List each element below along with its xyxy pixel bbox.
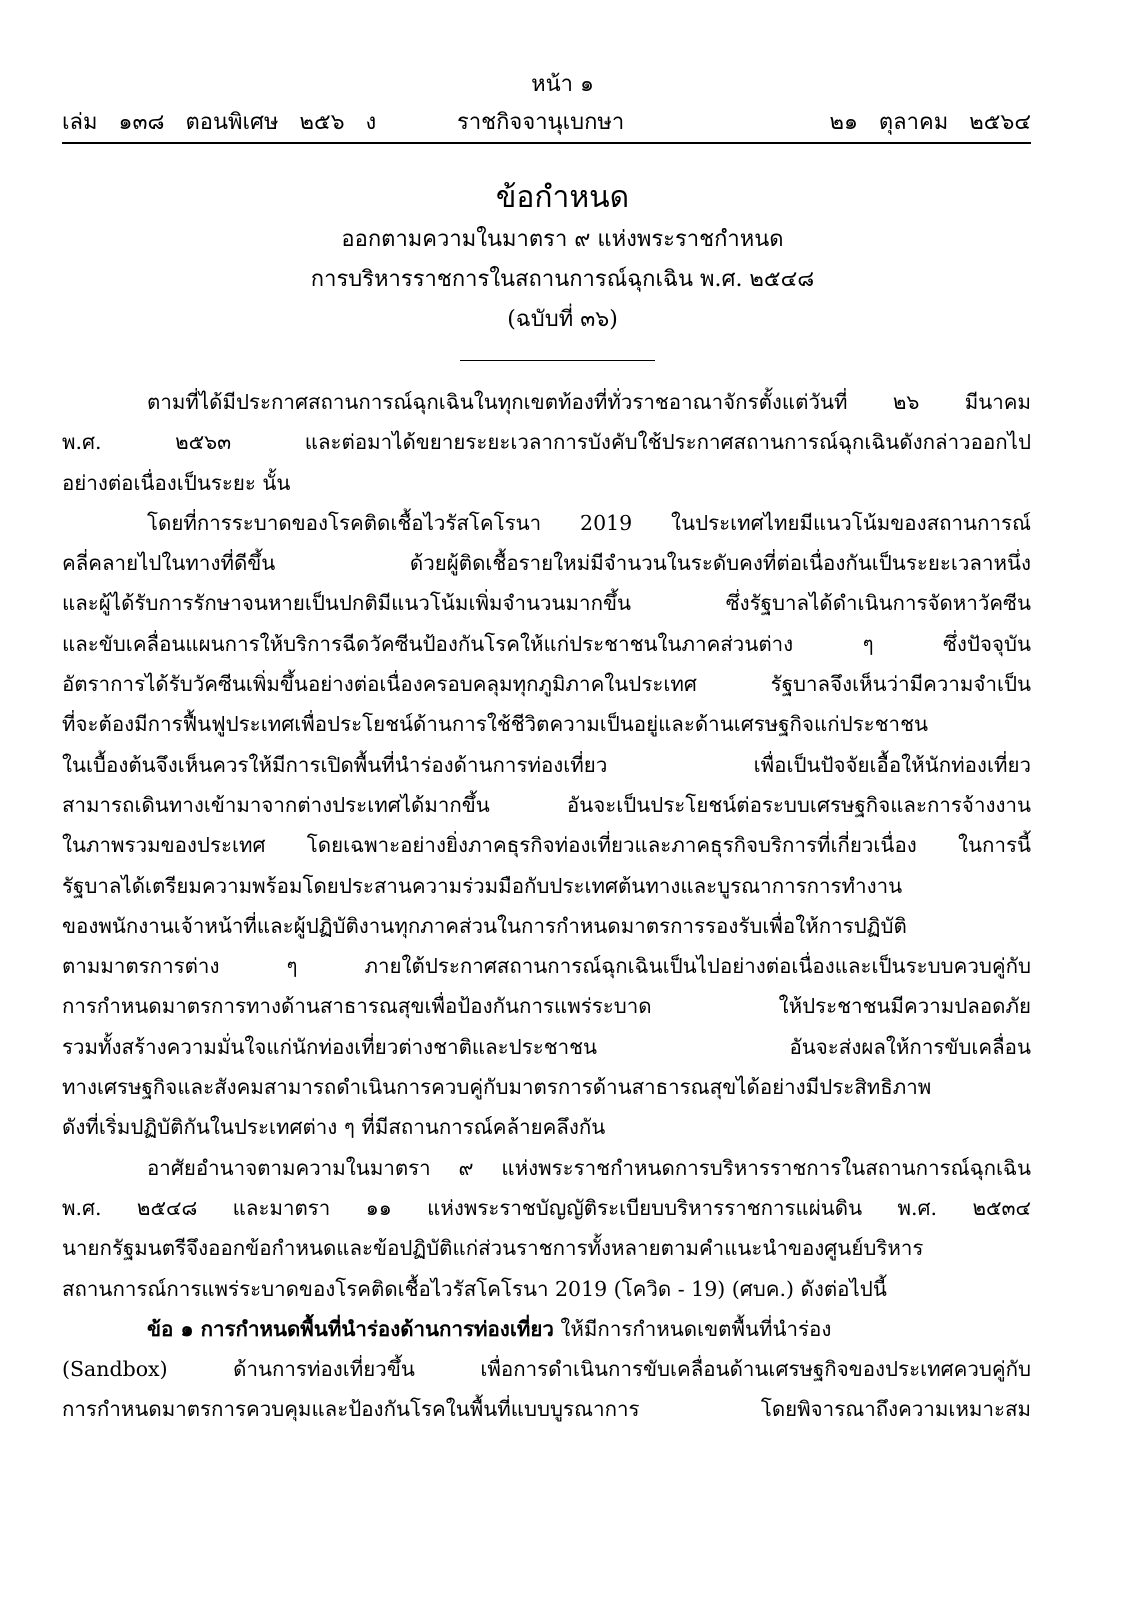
- clause-1-heading-line: [62, 1309, 1031, 1349]
- header-volume: เล่ม ๑๓๘ ตอนพิเศษ ๒๕๖ ง: [62, 110, 377, 135]
- title-divider: [460, 360, 655, 361]
- body-line: คลี่คลายไปในทางที่ดีขึ้น ด้วยผู้ติดเชื้อรายใหม่มีจำนวนในระดับคงที่ต่อเนื่องกันเป็นระยะเวลาหนึ่ง: [62, 551, 1031, 576]
- body-line: การกำหนดมาตรการทางด้านสาธารณสุขเพื่อป้องกันการแพร่ระบาด ให้ประชาชนมีความปลอดภัย: [62, 994, 1031, 1019]
- body-line: สามารถเดินทางเข้ามาจากต่างประเทศได้มากขึ้น อันจะเป็นประโยชน์ต่อระบบเศรษฐกิจและการจ้างงาน: [62, 792, 1031, 817]
- header-gazette-name: ราชกิจจานุเบกษา: [457, 110, 625, 135]
- clause-1-heading-rest: ให้มีการกำหนดเขตพื้นที่นำร่อง: [553, 1316, 832, 1341]
- document-title: ข้อกำหนด: [495, 180, 630, 215]
- body-line: ที่จะต้องมีการฟื้นฟูประเทศเพื่อประโยชน์ด้านการใช้ชีวิตความเป็นอยู่และด้านเศรษฐกิจแก่ประชาชน: [62, 712, 928, 737]
- clause-1-heading: ข้อ ๑ การกำหนดพื้นที่นำร่องด้านการท่องเที่ยว: [147, 1316, 554, 1341]
- body-line: ตามที่ได้มีประกาศสถานการณ์ฉุกเฉินในทุกเขตท้องที่ทั่วราชอาณาจักรตั้งแต่วันที่ ๒๖ มีนาคม: [147, 390, 1031, 414]
- title-block: [0, 176, 1125, 340]
- title-line-1: ออกตามความในมาตรา ๙ แห่งพระราชกำหนด: [341, 227, 784, 252]
- body-line: ของพนักงานเจ้าหน้าที่และผู้ปฏิบัติงานทุกภาคส่วนในการกำหนดมาตรการรองรับเพื่อให้การปฏิบัติ: [62, 913, 907, 938]
- body-line: ทางเศรษฐกิจและสังคมสามารถดำเนินการควบคู่กับมาตรการด้านสาธารณสุขได้อย่างมีประสิทธิภาพ: [62, 1075, 932, 1100]
- document-body: [62, 382, 1031, 1430]
- header-date: ๒๑ ตุลาคม ๒๕๖๔: [829, 110, 1031, 135]
- body-line: รัฐบาลได้เตรียมความพร้อมโดยประสานความร่วมมือกับประเทศต้นทางและบูรณาการการทำงาน: [62, 873, 903, 898]
- body-line: ในภาพรวมของประเทศ โดยเฉพาะอย่างยิ่งภาคธุรกิจท่องเที่ยวและภาคธุรกิจบริการที่เกี่ยวเนื่อง ในการนี้: [62, 833, 1031, 858]
- body-line: อย่างต่อเนื่องเป็นระยะ นั้น: [62, 470, 291, 495]
- body-line: โดยที่การระบาดของโรคติดเชื้อไวรัสโคโรนา 2019 ในประเทศไทยมีแนวโน้มของสถานการณ์: [147, 510, 1031, 535]
- body-line: อาศัยอำนาจตามความในมาตรา ๙ แห่งพระราชกำหนดการบริหารราชการในสถานการณ์ฉุกเฉิน: [147, 1155, 1031, 1180]
- header-divider: [62, 142, 1031, 144]
- body-line: (Sandbox) ด้านการท่องเที่ยวขึ้น เพื่อการดำเนินการขับเคลื่อนด้านเศรษฐกิจของประเทศควบคู่กับ: [62, 1357, 1031, 1382]
- body-line: และขับเคลื่อนแผนการให้บริการฉีดวัคซีนป้องกันโรคให้แก่ประชาชนในภาคส่วนต่าง ๆ ซึ่งปัจจุบัน: [62, 631, 1031, 656]
- gazette-header: [62, 104, 1031, 144]
- body-line: และผู้ได้รับการรักษาจนหายเป็นปกติมีแนวโน้มเพิ่มจำนวนมากขึ้น ซึ่งรัฐบาลได้ดำเนินการจัดหาวัคซีน: [62, 591, 1031, 616]
- page-number: หน้า ๑: [531, 72, 594, 97]
- title-line-2: การบริหารราชการในสถานการณ์ฉุกเฉิน พ.ศ. ๒๕๔๘: [310, 267, 815, 292]
- body-line: พ.ศ. ๒๕๖๓ และต่อมาได้ขยายระยะเวลาการบังคับใช้ประกาศสถานการณ์ฉุกเฉินดังกล่าวออกไป: [62, 430, 1031, 455]
- body-line: ตามมาตรการต่าง ๆ ภายใต้ประกาศสถานการณ์ฉุกเฉินเป็นไปอย่างต่อเนื่องและเป็นระบบควบคู่กับ: [62, 954, 1031, 979]
- body-line: นายกรัฐมนตรีจึงออกข้อกำหนดและข้อปฏิบัติแก่ส่วนราชการทั้งหลายตามคำแนะนำของศูนย์บริหาร: [62, 1236, 924, 1261]
- body-line: ในเบื้องต้นจึงเห็นควรให้มีการเปิดพื้นที่นำร่องด้านการท่องเที่ยว เพื่อเป็นปัจจัยเอื้อให้นักท่องเที่ยว: [62, 752, 1031, 777]
- body-line: ดังที่เริ่มปฏิบัติกันในประเทศต่าง ๆ ที่มีสถานการณ์คล้ายคลึงกัน: [62, 1115, 606, 1140]
- body-line: การกำหนดมาตรการควบคุมและป้องกันโรคในพื้นที่แบบบูรณาการ โดยพิจารณาถึงความเหมาะสม: [62, 1397, 1031, 1422]
- body-line: สถานการณ์การแพร่ระบาดของโรคติดเชื้อไวรัสโคโรนา 2019 (โควิด - 19) (ศบค.) ดังต่อไปนี้: [62, 1276, 887, 1301]
- body-line: พ.ศ. ๒๕๔๘ และมาตรา ๑๑ แห่งพระราชบัญญัติระเบียบบริหารราชการแผ่นดิน พ.ศ. ๒๕๓๔: [62, 1195, 1031, 1220]
- title-line-3: (ฉบับที่ ๓๖): [507, 307, 618, 332]
- body-line: อัตราการได้รับวัคซีนเพิ่มขึ้นอย่างต่อเนื่องครอบคลุมทุกภูมิภาคในประเทศ รัฐบาลจึงเห็นว่ามีความจำเป็น: [62, 672, 1031, 697]
- body-line: รวมทั้งสร้างความมั่นใจแก่นักท่องเที่ยวต่างชาติและประชาชน อันจะส่งผลให้การขับเคลื่อน: [62, 1034, 1031, 1059]
